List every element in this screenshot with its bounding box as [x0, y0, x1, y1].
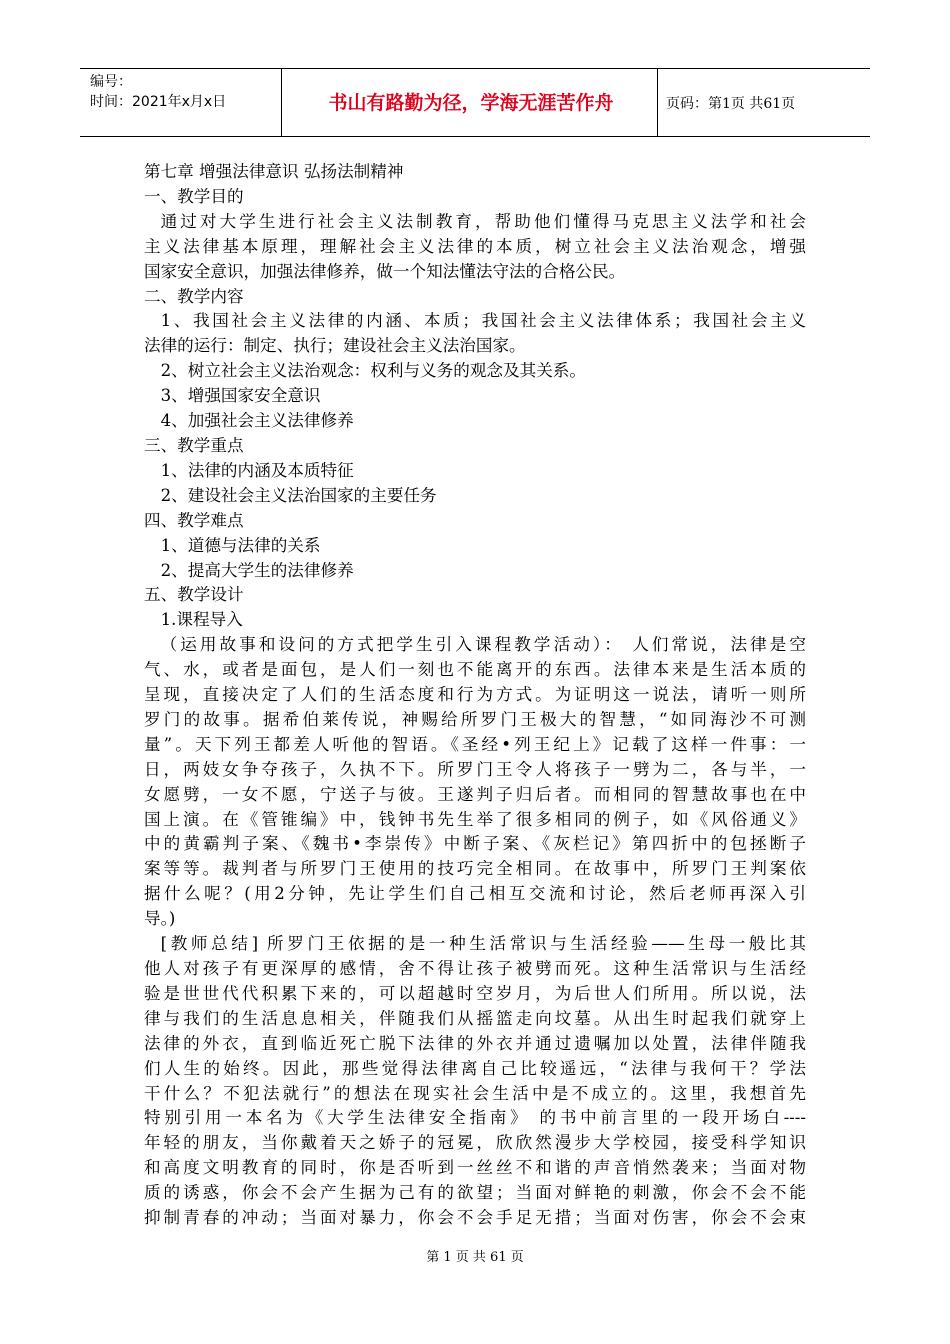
header-bottom-rule	[80, 136, 870, 137]
body-line: （运用故事和设问的方式把学生引入课程教学活动）： 人们常说，法律是空	[160, 635, 806, 655]
body-line: 二、教学内容	[144, 286, 244, 306]
body-line: 五、教学设计	[144, 585, 244, 605]
body-line: [教师总结] 所罗门王依据的是一种生活常识与生活经验——生母一般比其	[160, 934, 806, 954]
body-line: 1.课程导入	[160, 610, 243, 630]
body-line: 日，两妓女争夺孩子，久执不下。所罗门王令人将孩子一劈为二，各与半，一	[144, 759, 806, 779]
header-meta	[90, 72, 226, 112]
body-line: 2、树立社会主义法治观念：权利与义务的观念及其关系。	[160, 361, 586, 381]
body-line: 导。)	[144, 909, 176, 929]
page-footer: 第 1 页 共 61 页	[426, 1250, 524, 1265]
body-line: 和高度文明教育的同时，你是否听到一丝丝不和谐的声音悄然袭来；当面对物	[144, 1158, 806, 1178]
body-line: 国家安全意识，加强法律修养，做一个知法懂法守法的合格公民。	[144, 261, 626, 281]
body-line: 第七章 增强法律意识 弘扬法制精神	[144, 162, 404, 181]
body-line: 一、教学目的	[144, 186, 244, 206]
body-line: 法律的运行：制定、执行；建设社会主义法治国家。	[144, 336, 526, 356]
body-line: 气、水，或者是面包，是人们一刻也不能离开的东西。法律本来是生活本质的	[144, 660, 806, 680]
body-line: 他人对孩子有更深厚的感情，舍不得让孩子被劈而死。这种生活常识与生活经	[144, 959, 806, 978]
body-line: 律与我们的生活息息相关，伴随我们从摇篮走向坟墓。从出生时起我们就穿上	[144, 1008, 806, 1028]
body-line: 主义法律基本原理，理解社会主义法律的本质，树立社会主义法治观念，增强	[144, 236, 806, 256]
body-line: 女愿劈，一女不愿，宁送子与彼。王遂判子归后者。而相同的智慧故事也在中	[144, 784, 806, 804]
body-line: 2、建设社会主义法治国家的主要任务	[160, 485, 437, 505]
header-motto: 书山有路勤为径，学海无涯苦作舟	[328, 92, 614, 114]
body-line: 们人生的始终。因此，那些觉得法律离自己比较遥远，“法律与我何干？学法	[144, 1058, 806, 1078]
body-line: 干什么？不犯法就行”的想法在现实社会生活中是不成立的。这里，我想首先	[144, 1083, 806, 1103]
body-line: 1、法律的内涵及本质特征	[160, 460, 354, 480]
document-number-label: 编号：	[90, 74, 132, 90]
body-line: 2、提高大学生的法律修养	[160, 560, 354, 580]
body-line: 罗门的故事。据希伯莱传说，神赐给所罗门王极大的智慧，“如同海沙不可测	[144, 709, 806, 729]
body-line: 4、加强社会主义法律修养	[160, 411, 354, 431]
body-line: 据什么呢？(用2分钟，先让学生们自己相互交流和讨论，然后老师再深入引	[144, 884, 806, 904]
body-line: 3、增强国家安全意识	[160, 386, 321, 406]
body-line: 1、道德与法律的关系	[160, 535, 321, 555]
body-line: 验是世世代代积累下来的，可以超越时空岁月，为后世人们所用。所以说，法	[144, 983, 806, 1003]
body-line: 1、我国社会主义法律的内涵、本质；我国社会主义法律体系；我国社会主义	[160, 311, 806, 331]
document-body	[144, 160, 806, 1231]
body-line: 法律的外衣，直到临近死亡脱下法律的外衣并通过遗嘱加以处置，法律伴随我	[144, 1033, 806, 1053]
body-line: 抑制青春的冲动；当面对暴力，你会不会手足无措；当面对伤害，你会不会束	[144, 1208, 806, 1228]
header-top-rule	[80, 68, 870, 69]
body-line: 年轻的朋友，当你戴着天之娇子的冠冕，欣欣然漫步大学校园，接受科学知识	[144, 1133, 806, 1153]
body-line: 中的黄霸判子案、《魏书•李崇传》中断子案、《灰栏记》第四折中的包拯断子	[144, 834, 806, 854]
header-divider-left	[281, 68, 282, 136]
body-line: 呈现，直接决定了人们的生活态度和行为方式。为证明这一说法，请听一则所	[144, 685, 806, 705]
document-date: 时间：2021年x月x日	[90, 94, 227, 110]
body-line: 案等等。裁判者与所罗门王使用的技巧完全相同。在故事中，所罗门王判案依	[144, 859, 806, 879]
body-line: 国上演。在《管锥编》中，钱钟书先生举了很多相同的例子，如《风俗通义》	[144, 809, 806, 829]
body-line: 三、教学重点	[144, 435, 244, 455]
body-line: 特别引用一本名为《大学生法律安全指南》 的书中前言里的一段开场白----	[144, 1108, 806, 1128]
body-line: 四、教学难点	[144, 510, 244, 530]
header-page-info: 页码：第1页 共61页	[666, 96, 796, 112]
body-line: 质的诱惑，你会不会产生据为己有的欲望；当面对鲜艳的刺激，你会不会不能	[144, 1183, 806, 1203]
body-line: 量”。天下列王都差人听他的智语。《圣经•列王纪上》记载了这样一件事：一	[144, 734, 806, 754]
body-line: 通过对大学生进行社会主义法制教育，帮助他们懂得马克思主义法学和社会	[160, 211, 806, 231]
header-divider-right	[657, 68, 658, 136]
